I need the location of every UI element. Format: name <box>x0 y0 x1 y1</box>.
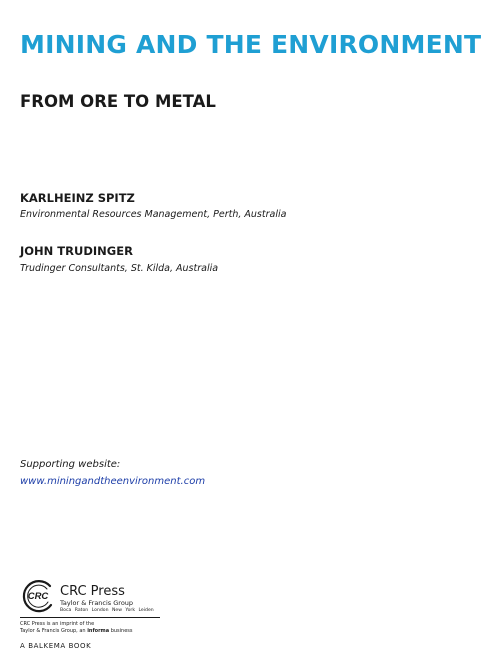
publisher-name: CRC Press <box>60 584 125 599</box>
author-affiliation-2: Trudinger Consultants, St. Kilda, Australia <box>20 263 219 274</box>
imprint-line-2 <box>20 628 133 635</box>
publisher-group: Taylor & Francis Group <box>60 599 134 607</box>
imprint-prefix: Taylor & Francis Group, an <box>20 628 88 634</box>
imprint-line-1: CRC Press is an imprint of the <box>20 621 95 627</box>
crc-logo-text: CRC <box>27 591 49 602</box>
author-name-1: KARLHEINZ SPITZ <box>20 191 135 205</box>
supporting-website-link[interactable]: www.miningandtheenvironment.com <box>20 476 206 487</box>
crc-press-logo-icon <box>20 578 56 614</box>
book-title: MINING AND THE ENVIRONMENT <box>20 30 482 59</box>
author-affiliation-1: Environmental Resources Management, Perth, Australia <box>20 209 287 220</box>
author-name-2: JOHN TRUDINGER <box>20 244 133 258</box>
balkema-book-label: A BALKEMA BOOK <box>20 642 92 650</box>
book-subtitle: FROM ORE TO METAL <box>20 92 216 111</box>
imprint-suffix: business <box>109 628 133 634</box>
informa-word: informa <box>87 628 110 634</box>
publisher-divider <box>20 617 160 618</box>
publisher-cities: Boca Raton London New York Leiden <box>60 608 154 613</box>
supporting-website-label: Supporting website: <box>20 459 121 470</box>
